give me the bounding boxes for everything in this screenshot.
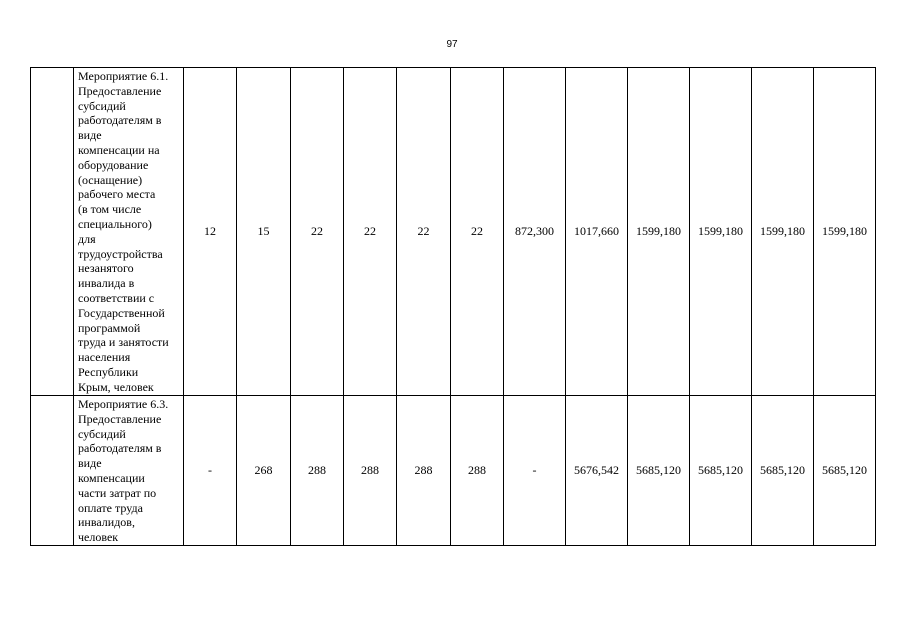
description-line: незанятого: [78, 261, 134, 276]
value-cell: 5676,542: [566, 396, 628, 546]
value-cell: 5685,120: [690, 396, 752, 546]
description-line: Мероприятие 6.3.: [78, 397, 169, 411]
description-line: компенсации: [78, 470, 145, 485]
value-cell: 1599,180: [814, 68, 876, 396]
table-row: [31, 68, 876, 396]
description-line: трудоустройства: [78, 246, 163, 261]
description-line: труда и занятости: [78, 335, 169, 350]
value-cell: 288: [451, 396, 504, 546]
value-cell: 22: [397, 68, 451, 396]
description-line: части затрат по: [78, 485, 157, 500]
description-line: Предоставление: [78, 411, 162, 426]
value-cell: 22: [451, 68, 504, 396]
table-row: [31, 396, 876, 546]
description-line: рабочего места: [78, 187, 156, 202]
description-line: виде: [78, 128, 102, 143]
description-line: Предоставление: [78, 83, 162, 98]
row-index-cell: [31, 68, 74, 396]
value-cell: 288: [291, 396, 344, 546]
description-line: работодателям в: [78, 441, 162, 456]
description-line: компенсации на: [78, 142, 160, 157]
description-line: Крым, человек: [78, 379, 154, 394]
value-cell: -: [504, 396, 566, 546]
value-cell: 15: [237, 68, 291, 396]
value-cell: 12: [184, 68, 237, 396]
description-line: соответствии с: [78, 290, 155, 305]
value-cell: 5685,120: [814, 396, 876, 546]
description-line: Мероприятие 6.1.: [78, 69, 169, 83]
description-line: субсидий: [78, 98, 126, 113]
description-line: (оснащение): [78, 172, 143, 187]
description-line: (в том числе: [78, 202, 142, 217]
description-line: специального): [78, 216, 152, 231]
description-line: работодателям в: [78, 113, 162, 128]
description-line: субсидий: [78, 426, 126, 441]
value-cell: 268: [237, 396, 291, 546]
description-line: оборудование: [78, 157, 149, 172]
value-cell: 1017,660: [566, 68, 628, 396]
indicators-table: [30, 67, 876, 546]
row-index-cell: [31, 396, 74, 546]
description-line: Государственной: [78, 305, 165, 320]
value-cell: 1599,180: [628, 68, 690, 396]
value-cell: -: [184, 396, 237, 546]
value-cell: 288: [397, 396, 451, 546]
value-cell: 5685,120: [628, 396, 690, 546]
measure-description-cell: [74, 68, 184, 396]
value-cell: 22: [291, 68, 344, 396]
value-cell: 22: [344, 68, 397, 396]
description-line: программой: [78, 320, 141, 335]
value-cell: 1599,180: [752, 68, 814, 396]
value-cell: 5685,120: [752, 396, 814, 546]
page-number: 97: [446, 39, 458, 50]
description-line: для: [78, 231, 96, 246]
description-line: инвалидов,: [78, 515, 135, 530]
description-line: оплате труда: [78, 500, 143, 515]
description-line: Республики: [78, 364, 139, 379]
value-cell: 288: [344, 396, 397, 546]
description-line: населения: [78, 350, 131, 365]
description-line: инвалида в: [78, 276, 135, 291]
description-line: человек: [78, 530, 119, 545]
measure-description-cell: [74, 396, 184, 546]
value-cell: 1599,180: [690, 68, 752, 396]
description-line: виде: [78, 456, 102, 471]
value-cell: 872,300: [504, 68, 566, 396]
